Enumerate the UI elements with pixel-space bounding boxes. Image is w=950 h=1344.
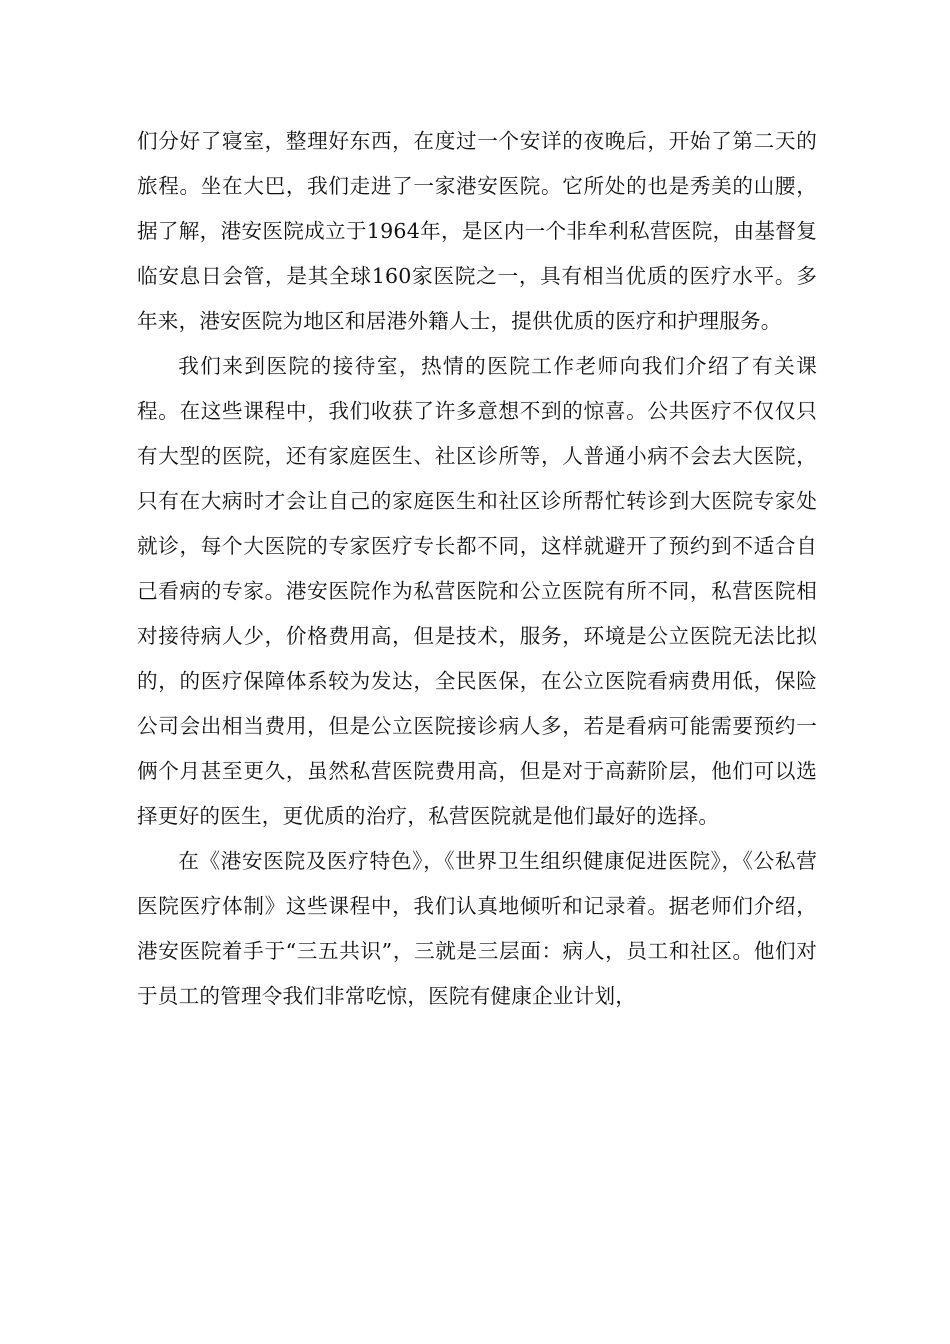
paragraph-3: 在《港安医院及医疗特色》，《世界卫生组织健康促进医院》，《公私营医院医疗体制》这些课程中，我们认真地倾听和记录着。据老师们介绍，港安医院着手于“三五共识”，三就是三层面：病人，员工和社区。他们对于员工的管理令我们非常吃惊，医院有健康企业计划， <box>137 849 817 1008</box>
document-body <box>137 119 817 1019</box>
paragraph-1: 们分好了寝室，整理好东西，在度过一个安详的夜晚后，开始了第二天的旅程。坐在大巴，我们走进了一家港安医院。它所处的也是秀美的山腰，据了解，港安医院成立于1964年，是区内一个非牟利私营医院，由基督复临安息日会管，是其全球160家医院之一，具有相当优质的医疗水平。多年来，港安医院为地区和居港外籍人士，提供优质的医疗和护理服务。 <box>137 129 817 333</box>
paragraph-2: 我们来到医院的接待室，热情的医院工作老师向我们介绍了有关课程。在这些课程中，我们收获了许多意想不到的惊喜。公共医疗不仅仅只有大型的医院，还有家庭医生、社区诊所等，人普通小病不会去大医院，只有在大病时才会让自己的家庭医生和社区诊所帮忙转诊到大医院专家处就诊，每个大医院的专家医疗专长都不同，这样就避开了预约到不适合自己看病的专家。港安医院作为私营医院和公立医院有所不同，私营医院相对接待病人少，价格费用高，但是技术，服务，环境是公立医院无法比拟的，的医疗保障体系较为发达，全民医保，在公立医院看病费用低，保险公司会出相当费用，但是公立医院接诊病人多，若是看病可能需要预约一俩个月甚至更久，虽然私营医院费用高，但是对于高薪阶层，他们可以选择更好的医生，更优质的治疗，私营医院就是他们最好的选择。 <box>137 354 817 828</box>
